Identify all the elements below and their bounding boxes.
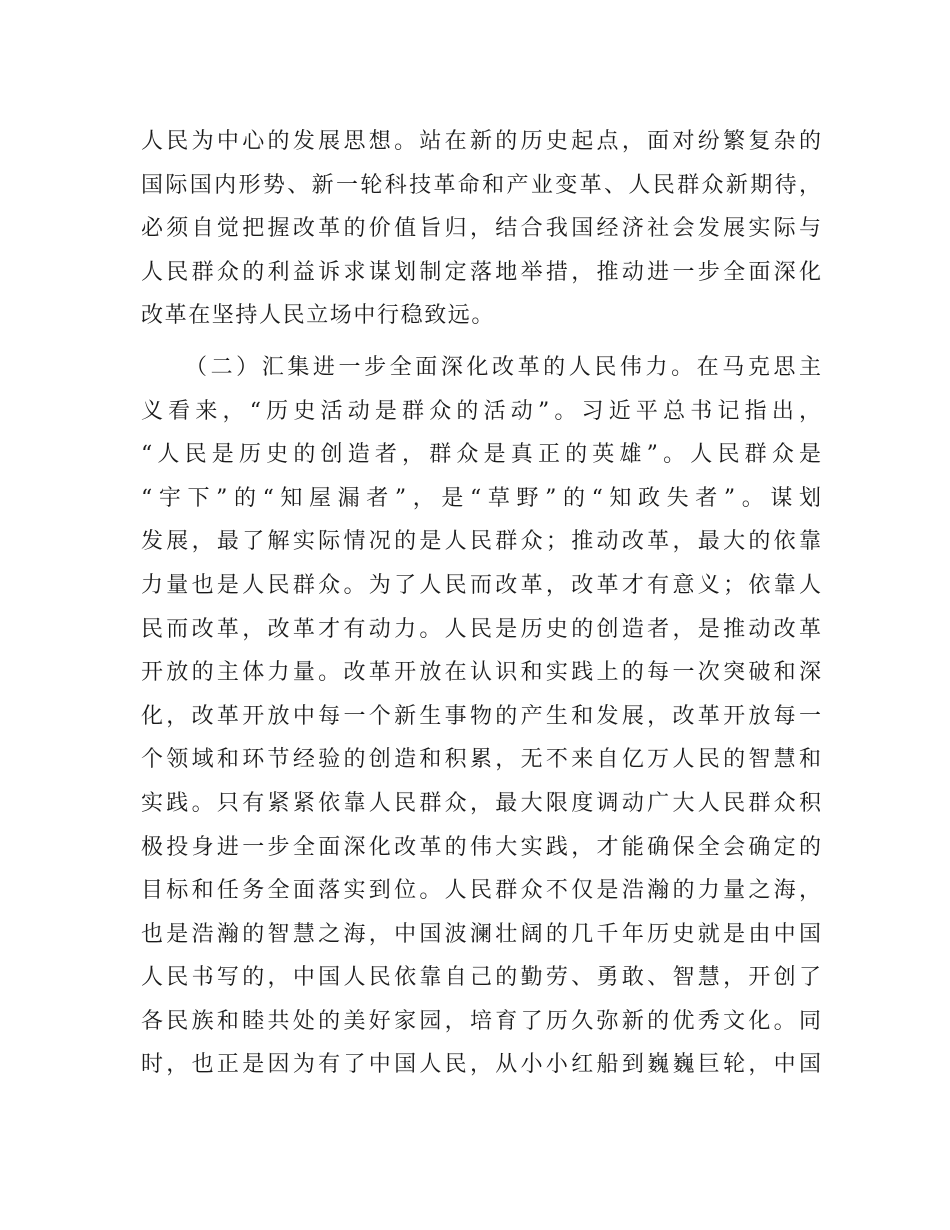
text-line: 目标和任务全面落实到位。人民群众不仅是浩瀚的力量之海，: [141, 878, 821, 904]
text-line: 化，改革开放中每一个新生事物的产生和发展，改革开放每一: [141, 703, 821, 729]
text-line: 人民为中心的发展思想。站在新的历史起点，面对纷繁复杂的: [141, 129, 821, 154]
text-line: 义看来，“历史活动是群众的活动”。习近平总书记指出，: [141, 398, 821, 424]
text-line: 实践。只有紧紧依靠人民群众，最大限度调动广大人民群众积: [141, 790, 821, 816]
text-line: 国际国内形势、新一轮科技革命和产业变革、人民群众新期待，: [141, 172, 821, 198]
text-line: “宇下”的“知屋漏者”，是“草野”的“知政失者”。谋划: [141, 485, 821, 511]
text-line: 开放的主体力量。改革开放在认识和实践上的每一次突破和深: [141, 660, 821, 686]
text-line: 也是浩瀚的智慧之海，中国波澜壮阔的几千年历史就是由中国: [141, 921, 821, 947]
text-line: 人民书写的，中国人民依靠自己的勤劳、勇敢、智慧，开创了: [141, 965, 821, 991]
text-line: 人民群众的利益诉求谋划制定落地举措，推动进一步全面深化: [141, 259, 821, 285]
section-heading-line: （二）汇集进一步全面深化改革的人民伟力。在马克思主: [185, 354, 821, 380]
text-line: 民而改革，改革才有动力。人民是历史的创造者，是推动改革: [141, 616, 821, 642]
text-line: 时，也正是因为有了中国人民，从小小红船到巍巍巨轮，中国: [141, 1052, 821, 1078]
text-line: 发展，最了解实际情况的是人民群众；推动改革，最大的依靠: [141, 529, 821, 555]
body-text: [141, 120, 821, 1087]
text-line: 必须自觉把握改革的价值旨归，结合我国经济社会发展实际与: [141, 216, 821, 242]
text-line: 各民族和睦共处的美好家园，培育了历久弥新的优秀文化。同: [141, 1008, 821, 1034]
text-line: 极投身进一步全面深化改革的伟大实践，才能确保全会确定的: [141, 834, 821, 860]
text-line: 力量也是人民群众。为了人民而改革，改革才有意义；依靠人: [141, 572, 821, 598]
text-line: “人民是历史的创造者，群众是真正的英雄”。人民群众是: [141, 442, 821, 468]
text-line: 个领域和环节经验的创造和积累，无不来自亿万人民的智慧和: [141, 747, 821, 773]
text-line: 改革在坚持人民立场中行稳致远。: [141, 303, 496, 329]
